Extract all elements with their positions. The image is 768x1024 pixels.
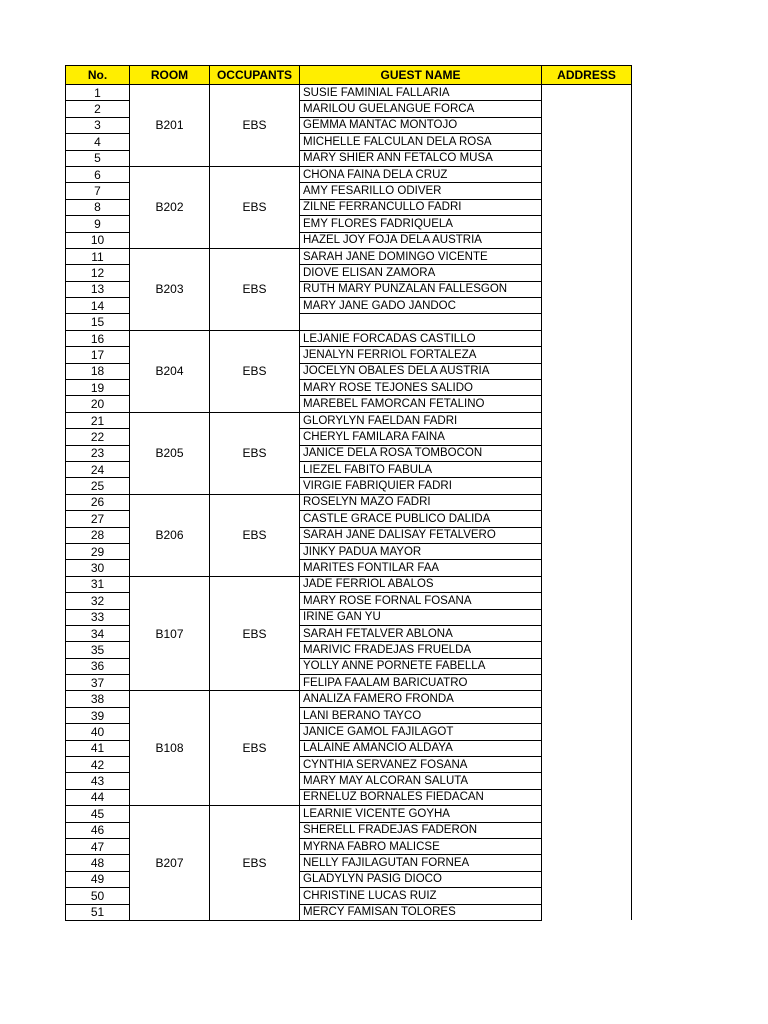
guest-name-cell: MARITES FONTILAR FAA (300, 560, 542, 576)
row-number: 23 (66, 445, 130, 461)
room-cell: B206 (130, 494, 210, 576)
row-number: 27 (66, 511, 130, 527)
room-cell: B205 (130, 412, 210, 494)
row-number: 7 (66, 183, 130, 199)
row-number: 25 (66, 478, 130, 494)
guest-name-cell: JINKY PADUA MAYOR (300, 543, 542, 559)
row-number: 31 (66, 576, 130, 592)
occupants-cell: EBS (210, 248, 300, 330)
row-number: 50 (66, 888, 130, 904)
guest-name-cell: SARAH JANE DALISAY FETALVERO (300, 527, 542, 543)
guest-name-cell: FELIPA FAALAM BARICUATRO (300, 675, 542, 691)
header-guest-name: GUEST NAME (300, 66, 542, 85)
guest-name-cell: MARIVIC FRADEJAS FRUELDA (300, 642, 542, 658)
table-row (66, 85, 632, 101)
guest-name-cell: SHERELL FRADEJAS FADERON (300, 822, 542, 838)
guest-name-cell: SUSIE FAMINIAL FALLARIA (300, 85, 542, 101)
row-number: 44 (66, 789, 130, 805)
row-number: 6 (66, 166, 130, 182)
row-number: 3 (66, 117, 130, 133)
guest-name-cell: SARAH JANE DOMINGO VICENTE (300, 248, 542, 264)
guest-name-cell: DIOVE ELISAN ZAMORA (300, 265, 542, 281)
row-number: 36 (66, 658, 130, 674)
guest-name-cell: NELLY FAJILAGUTAN FORNEA (300, 855, 542, 871)
row-number: 43 (66, 773, 130, 789)
guest-name-cell: CHONA FAINA DELA CRUZ (300, 166, 542, 182)
guest-name-cell: MARY JANE GADO JANDOC (300, 298, 542, 314)
guest-name-cell: ERNELUZ BORNALES FIEDACAN (300, 789, 542, 805)
row-number: 51 (66, 904, 130, 920)
guest-name-cell: EMY FLORES FADRIQUELA (300, 216, 542, 232)
row-number: 13 (66, 281, 130, 297)
guest-name-cell: JANICE GAMOL FAJILAGOT (300, 724, 542, 740)
occupants-cell: EBS (210, 330, 300, 412)
row-number: 20 (66, 396, 130, 412)
row-number: 15 (66, 314, 130, 330)
row-number: 19 (66, 380, 130, 396)
occupants-cell: EBS (210, 494, 300, 576)
room-cell: B108 (130, 691, 210, 806)
row-number: 35 (66, 642, 130, 658)
row-number: 32 (66, 593, 130, 609)
row-number: 1 (66, 85, 130, 101)
row-number: 12 (66, 265, 130, 281)
row-number: 46 (66, 822, 130, 838)
guest-name-cell: ROSELYN MAZO FADRI (300, 494, 542, 510)
table-body (66, 85, 632, 921)
header-occupants: OCCUPANTS (210, 66, 300, 85)
header-address: ADDRESS (542, 66, 632, 85)
guest-name-cell: JOCELYN OBALES DELA AUSTRIA (300, 363, 542, 379)
row-number: 2 (66, 101, 130, 117)
row-number: 42 (66, 757, 130, 773)
guest-name-cell: ANALIZA FAMERO FRONDA (300, 691, 542, 707)
guest-name-cell: LEARNIE VICENTE GOYHA (300, 806, 542, 822)
guest-name-cell: LIEZEL FABITO FABULA (300, 461, 542, 477)
room-cell: B203 (130, 248, 210, 330)
row-number: 16 (66, 330, 130, 346)
address-cell (542, 85, 632, 921)
row-number: 5 (66, 150, 130, 166)
row-number: 37 (66, 675, 130, 691)
row-number: 11 (66, 248, 130, 264)
guest-name-cell: MERCY FAMISAN TOLORES (300, 904, 542, 920)
row-number: 9 (66, 216, 130, 232)
guest-name-cell: MARY SHIER ANN FETALCO MUSA (300, 150, 542, 166)
row-number: 40 (66, 724, 130, 740)
row-number: 49 (66, 871, 130, 887)
room-cell: B207 (130, 806, 210, 921)
guest-name-cell: VIRGIE FABRIQUIER FADRI (300, 478, 542, 494)
row-number: 48 (66, 855, 130, 871)
row-number: 24 (66, 461, 130, 477)
header-row (66, 66, 632, 85)
room-cell: B201 (130, 85, 210, 167)
guest-name-cell: LEJANIE FORCADAS CASTILLO (300, 330, 542, 346)
guest-name-cell: JENALYN FERRIOL FORTALEZA (300, 347, 542, 363)
guest-name-cell: GLORYLYN FAELDAN FADRI (300, 412, 542, 428)
guest-name-cell (300, 314, 542, 330)
guest-name-cell: RUTH MARY PUNZALAN FALLESGON (300, 281, 542, 297)
occupants-cell: EBS (210, 691, 300, 806)
row-number: 17 (66, 347, 130, 363)
occupants-cell: EBS (210, 166, 300, 248)
guest-name-cell: MICHELLE FALCULAN DELA ROSA (300, 134, 542, 150)
row-number: 47 (66, 838, 130, 854)
guest-name-cell: JADE FERRIOL ABALOS (300, 576, 542, 592)
row-number: 28 (66, 527, 130, 543)
occupants-cell: EBS (210, 412, 300, 494)
row-number: 18 (66, 363, 130, 379)
guest-name-cell: GLADYLYN PASIG DIOCO (300, 871, 542, 887)
guest-name-cell: AMY FESARILLO ODIVER (300, 183, 542, 199)
guest-name-cell: GEMMA MANTAC MONTOJO (300, 117, 542, 133)
guest-name-cell: CHERYL FAMILARA FAINA (300, 429, 542, 445)
guest-name-cell: MAREBEL FAMORCAN FETALINO (300, 396, 542, 412)
row-number: 30 (66, 560, 130, 576)
occupants-cell: EBS (210, 806, 300, 921)
guest-name-cell: CASTLE GRACE PUBLICO DALIDA (300, 511, 542, 527)
row-number: 8 (66, 199, 130, 215)
guest-name-cell: SARAH FETALVER ABLONA (300, 625, 542, 641)
guest-name-cell: MYRNA FABRO MALICSE (300, 838, 542, 854)
room-cell: B107 (130, 576, 210, 691)
row-number: 33 (66, 609, 130, 625)
row-number: 45 (66, 806, 130, 822)
row-number: 4 (66, 134, 130, 150)
room-cell: B202 (130, 166, 210, 248)
guest-name-cell: JANICE DELA ROSA TOMBOCON (300, 445, 542, 461)
row-number: 10 (66, 232, 130, 248)
room-cell: B204 (130, 330, 210, 412)
guest-name-cell: HAZEL JOY FOJA DELA AUSTRIA (300, 232, 542, 248)
row-number: 38 (66, 691, 130, 707)
row-number: 29 (66, 543, 130, 559)
header-no: No. (66, 66, 130, 85)
guest-name-cell: MARILOU GUELANGUE FORCA (300, 101, 542, 117)
guest-list-table (65, 65, 632, 921)
row-number: 39 (66, 707, 130, 723)
guest-name-cell: YOLLY ANNE PORNETE FABELLA (300, 658, 542, 674)
guest-name-cell: MARY MAY ALCORAN SALUTA (300, 773, 542, 789)
guest-name-cell: LALAINE AMANCIO ALDAYA (300, 740, 542, 756)
occupants-cell: EBS (210, 576, 300, 691)
row-number: 22 (66, 429, 130, 445)
occupants-cell: EBS (210, 85, 300, 167)
guest-name-cell: CHRISTINE LUCAS RUIZ (300, 888, 542, 904)
row-number: 21 (66, 412, 130, 428)
guest-name-cell: ZILNE FERRANCULLO FADRI (300, 199, 542, 215)
row-number: 14 (66, 298, 130, 314)
guest-name-cell: MARY ROSE TEJONES SALIDO (300, 380, 542, 396)
guest-name-cell: IRINE GAN YU (300, 609, 542, 625)
header-room: ROOM (130, 66, 210, 85)
guest-name-cell: CYNTHIA SERVANEZ FOSANA (300, 757, 542, 773)
guest-name-cell: LANI BERANO TAYCO (300, 707, 542, 723)
row-number: 41 (66, 740, 130, 756)
row-number: 34 (66, 625, 130, 641)
guest-name-cell: MARY ROSE FORNAL FOSANA (300, 593, 542, 609)
row-number: 26 (66, 494, 130, 510)
